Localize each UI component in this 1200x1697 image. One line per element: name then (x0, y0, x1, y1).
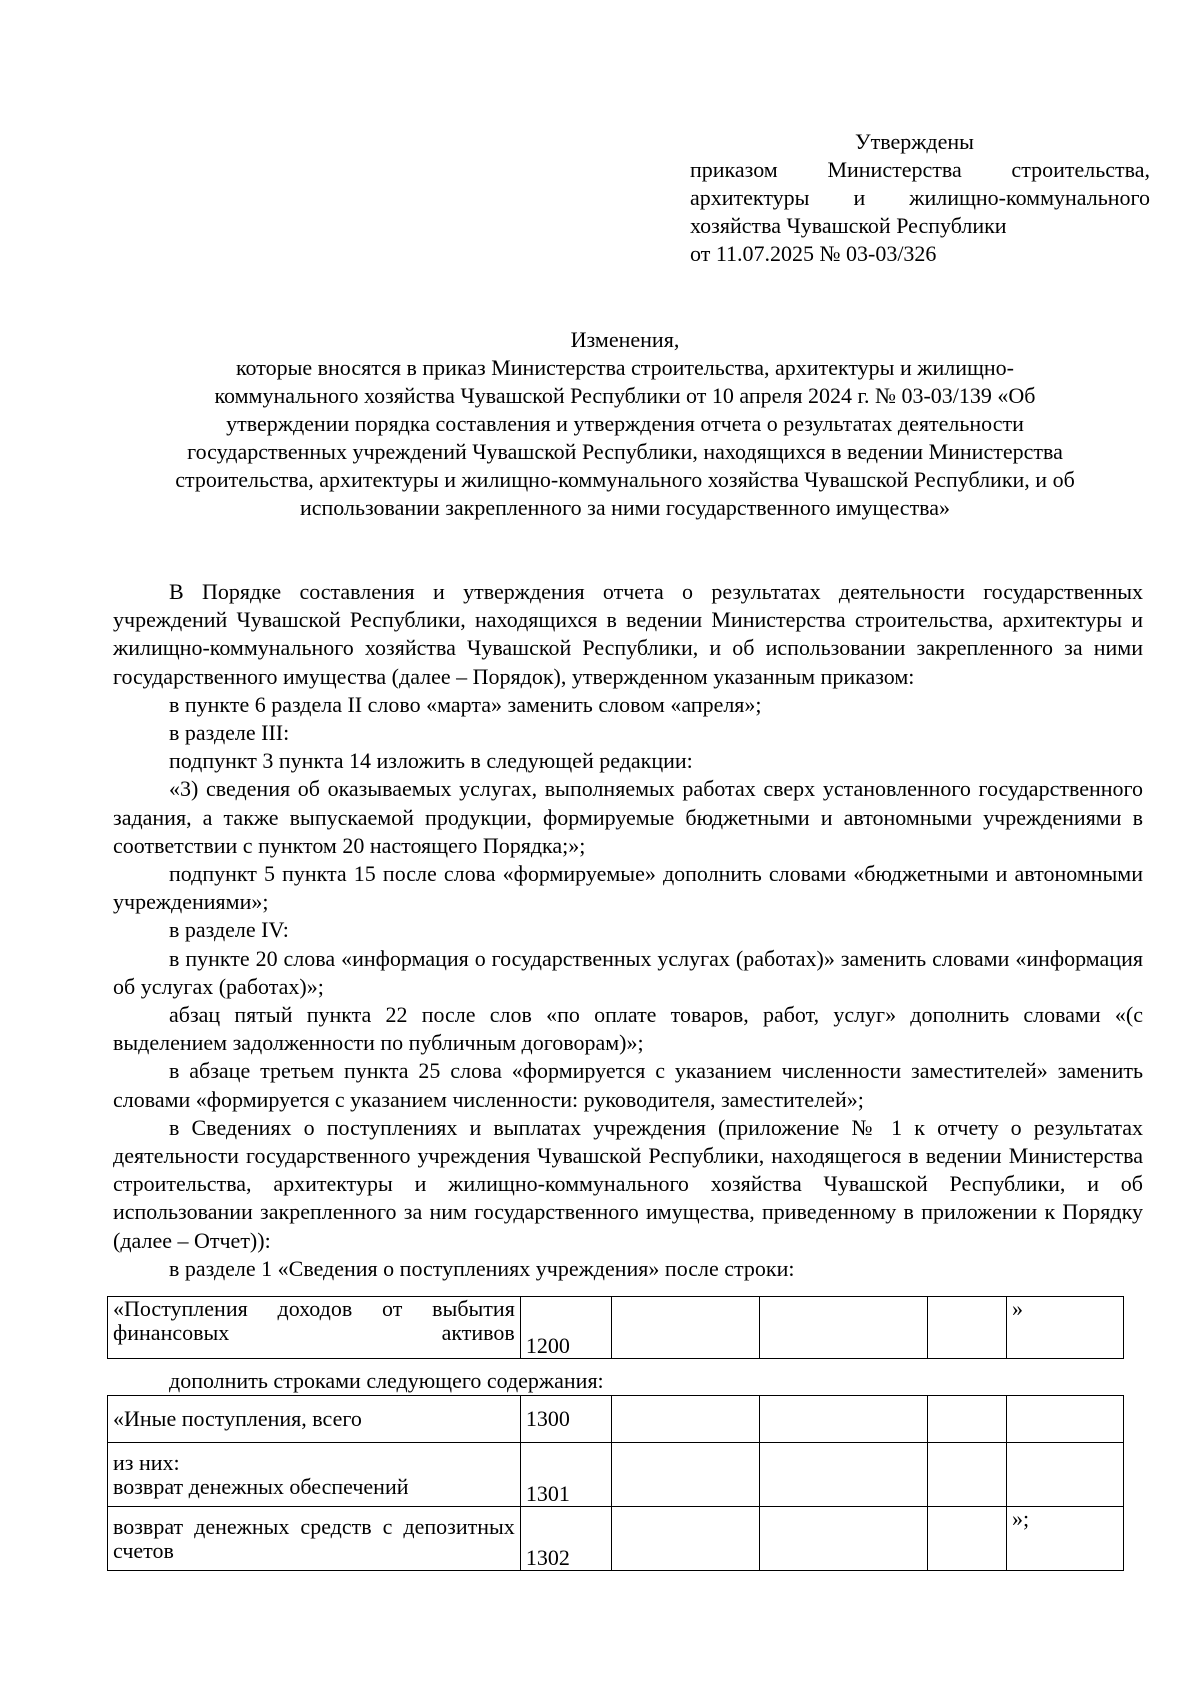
row-code-cell: 1200 (520, 1297, 611, 1359)
row-empty-cell (611, 1507, 759, 1571)
row-name-cell: возврат денежных средств с депозитных счетов (108, 1507, 521, 1571)
row-name-cell: «Иные поступления, всего (108, 1396, 521, 1443)
document-title (110, 326, 1140, 522)
table-row (108, 1507, 1124, 1571)
approval-line-1: приказом Министерства строительства, (690, 157, 1150, 182)
row-empty-cell (928, 1396, 1007, 1443)
approval-heading: Утверждены (855, 129, 974, 154)
paragraph-1: В Порядке составления и утверждения отчета о результатах деятельности государственных учреждений Чувашской Республики, находящихся в ведении Министерства строительства, архитектуры и жилищно-коммунального хозяйства Чувашской Республики, и об использовании закрепленного за ними государственного имущества (далее – Порядок), утвержденном указанным приказом: (113, 579, 1143, 689)
row-empty-cell (759, 1396, 928, 1443)
title-line-3: утверждении порядка составления и утверждения отчета о результатах деятельности (226, 411, 1024, 436)
row-empty-cell (611, 1443, 759, 1507)
row-name-cell (108, 1443, 521, 1507)
original-row-table (107, 1296, 1124, 1359)
title-line-2: коммунального хозяйства Чувашской Республики от 10 апреля 2024 г. № 03-03/139 «Об (214, 383, 1036, 408)
approval-line-4: от 11.07.2025 № 03-03/326 (690, 241, 937, 266)
paragraph-8: в пункте 20 слова «информация о государственных услугах (работах)» заменить словами «информация об услугах (работах)»; (113, 945, 1143, 999)
row-code-cell: 1301 (520, 1443, 611, 1507)
title-line-6: использовании закрепленного за ними государственного имущества» (299, 495, 951, 520)
row-name-text: возврат денежных обеспечений (113, 1473, 409, 1499)
row-end-cell (1007, 1396, 1124, 1443)
row-name-cell: «Поступления доходов от выбытия финансовых активов (108, 1297, 521, 1359)
row-empty-cell (611, 1297, 759, 1359)
paragraph-9: абзац пятый пункта 22 после слов «по оплате товаров, работ, услуг» дополнить словами «(с выделением задолженности по публичным договорам)»; (113, 1002, 1143, 1056)
approval-line-2: архитектуры и жилищно-коммунального (690, 185, 1150, 210)
row-code-cell: 1302 (520, 1507, 611, 1571)
row-end-cell (1007, 1443, 1124, 1507)
row-empty-cell (759, 1443, 928, 1507)
row-end-cell: » (1007, 1297, 1124, 1359)
body-text (113, 578, 1143, 1283)
title-line-5: строительства, архитектуры и жилищно-коммунального хозяйства Чувашской Республики, и об (175, 467, 1075, 492)
row-empty-cell (928, 1443, 1007, 1507)
paragraph-10: в абзаце третьем пункта 25 слова «формируется с указанием численности заместителей» заменить словами «формируется с указанием численности: руководителя, заместителей»; (113, 1058, 1143, 1112)
table-row (108, 1396, 1124, 1443)
paragraph-2: в пункте 6 раздела II слово «марта» заменить словом «апреля»; (169, 691, 762, 717)
paragraph-3: в разделе III: (169, 720, 290, 746)
row-empty-cell (611, 1396, 759, 1443)
between-text: дополнить строками следующего содержания: (169, 1368, 604, 1393)
table-row (108, 1443, 1124, 1507)
row-end-cell: »; (1007, 1507, 1124, 1571)
row-empty-cell (928, 1297, 1007, 1359)
title-line-1: которые вносятся в приказ Министерства строительства, архитектуры и жилищно- (235, 355, 1015, 380)
approval-block (690, 128, 1150, 268)
paragraph-4: подпункт 3 пункта 14 изложить в следующей редакции: (169, 748, 693, 774)
title-line-4: государственных учреждений Чувашской Республики, находящихся в ведении Министерства (187, 439, 1063, 464)
paragraph-5: «3) сведения об оказываемых услугах, выполняемых работах сверх установленного государственного задания, а также выпускаемой продукции, формируемые бюджетными и автономными учреждениями в соответствии с пунктом 20 настоящего Порядка;»; (113, 776, 1143, 858)
row-empty-cell (759, 1297, 928, 1359)
paragraph-11: в Сведениях о поступлениях и выплатах учреждения (приложение № 1 к отчету о результатах деятельности государственного учреждения Чувашской Республики, находящегося в ведении Министерства строительства, архитектуры и жилищно-коммунального хозяйства Чувашской Республики, и об использовании закрепленного за ним государственного имущества, приведенному в приложении к Порядку (далее – Отчет)): (113, 1114, 1143, 1253)
paragraph-7: в разделе IV: (169, 917, 289, 943)
new-rows-table (107, 1395, 1124, 1571)
row-empty-cell (759, 1507, 928, 1571)
paragraph-6: подпункт 5 пункта 15 после слова «формируемые» дополнить словами «бюджетными и автономными учреждениями»; (113, 861, 1143, 915)
row-empty-cell (928, 1507, 1007, 1571)
title-heading: Изменения, (570, 327, 680, 352)
approval-line-3: хозяйства Чувашской Республики (690, 213, 1007, 238)
table-row (108, 1297, 1124, 1359)
row-code-cell: 1300 (520, 1396, 611, 1443)
paragraph-12: в разделе 1 «Сведения о поступлениях учреждения» после строки: (169, 1255, 795, 1281)
row-name-prefix: из них: (113, 1449, 180, 1475)
